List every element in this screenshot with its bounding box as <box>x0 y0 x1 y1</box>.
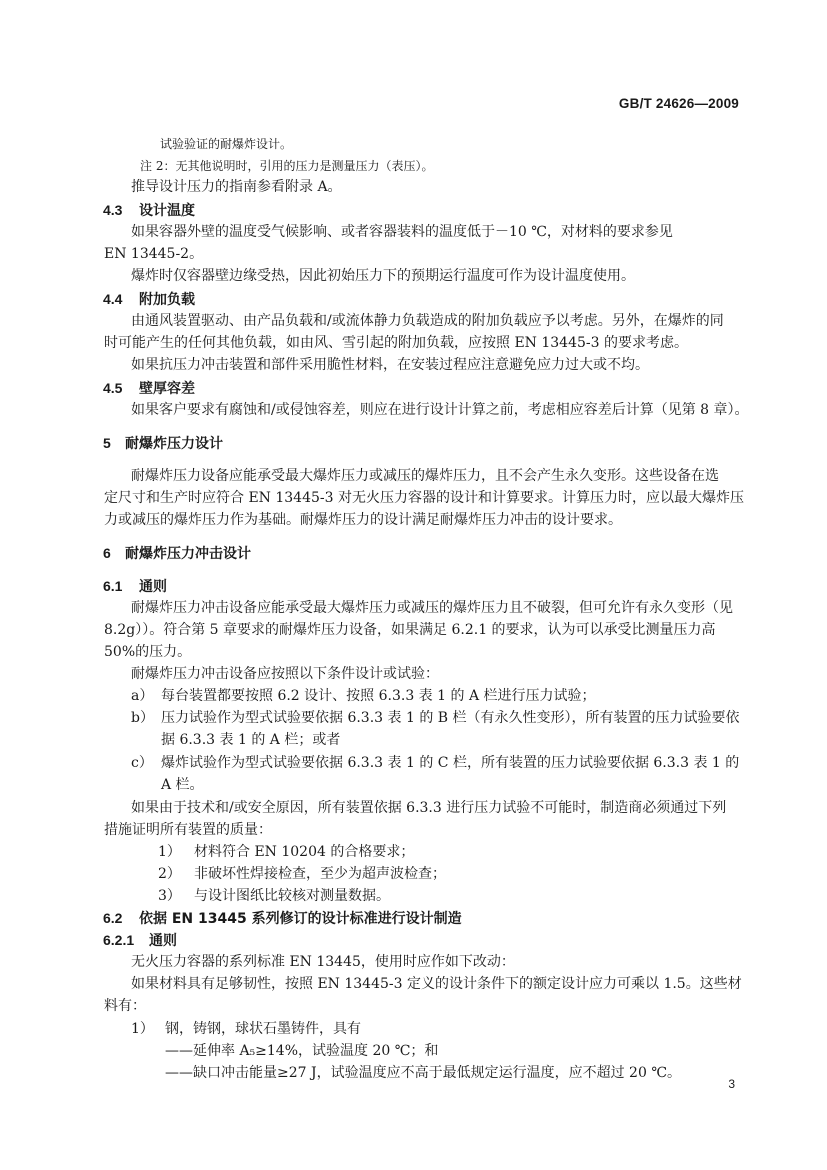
list-label: b） <box>131 710 154 726</box>
numbered-item-3 <box>158 887 390 905</box>
list-label: 1） <box>158 844 181 860</box>
section-number: 5 <box>103 435 111 451</box>
section-number: 6.1 <box>103 578 123 594</box>
list-text: 钢，铸钢，球状石墨铸件，具有 <box>165 1021 361 1037</box>
numbered-item-1 <box>158 843 414 861</box>
document-code: GB/T 24626—2009 <box>618 96 739 111</box>
list-label: c） <box>131 755 153 771</box>
section-title: 依据 EN 13445 系列修订的设计标准进行设计制造 <box>139 911 462 927</box>
text-line: 耐爆炸压力冲击设备应按照以下条件设计或试验： <box>131 666 439 682</box>
text-line: 爆炸时仅容器壁边缘受热，因此初始压力下的预期运行温度可作为设计温度使用。 <box>131 268 635 284</box>
text-line: 如果客户要求有腐蚀和/或侵蚀容差，则应在进行设计计算之前，考虑相应容差后计算（见第 8 章）。 <box>131 402 749 418</box>
list-label: 2） <box>158 866 181 882</box>
section-6-1-heading <box>103 577 167 596</box>
section-title: 耐爆炸压力冲击设计 <box>125 546 251 562</box>
section-4-4-heading <box>103 290 195 309</box>
list-text: 爆炸试验作为型式试验要依据 6.3.3 表 1 的 C 栏，所有装置的压力试验要依据 6.3.3 表 1 的 <box>161 755 740 771</box>
section-6-2-heading <box>103 909 462 928</box>
section-6-2-1-heading <box>103 931 177 950</box>
section-title: 耐爆炸压力设计 <box>125 436 223 452</box>
text-line: 耐爆炸压力冲击设备应能承受最大爆炸压力或减压的爆炸压力且不破裂，但可允许有永久变形（见 <box>131 600 733 616</box>
list-item-c <box>131 754 739 772</box>
section-4-5-heading <box>103 379 195 398</box>
text-line: 耐爆炸压力设备应能承受最大爆炸压力或减压的爆炸压力，且不会产生永久变形。这些设备在选 <box>131 468 719 484</box>
list-text: 材料符合 EN 10204 的合格要求； <box>194 844 415 860</box>
section-title: 通则 <box>139 579 167 595</box>
text-line: 定尺寸和生产时应符合 EN 13445-3 对无火压力容器的设计和计算要求。计算压力时，应以最大爆炸压 <box>104 490 744 506</box>
text-line: 如果由于技术和/或安全原因，所有装置依据 6.3.3 进行压力试验不可能时，制造商必须通过下列 <box>131 800 727 816</box>
list-label: a） <box>131 688 154 704</box>
text-line: 推导设计压力的指南参看附录 A。 <box>131 179 342 195</box>
section-title: 附加负载 <box>139 292 195 308</box>
text-line: 如果材料具有足够韧性，按照 EN 13445-3 定义的设计条件下的额定设计应力可乘以 1.5。这些材 <box>131 976 742 992</box>
list-text: 与设计图纸比较核对测量数据。 <box>194 888 390 904</box>
list-text: 非破坏性焊接检查，至少为超声波检查； <box>194 866 446 882</box>
text-line: 料有： <box>104 998 146 1014</box>
text-line: 时可能产生的任何其他负载，如由风、雪引起的附加负载，应按照 EN 13445-3 的要求考虑。 <box>104 335 688 351</box>
list-item-a <box>131 687 596 705</box>
dash-item: ——延伸率 A₅≥14%，试验温度 20 ℃；和 <box>165 1043 439 1059</box>
section-4-3-heading <box>103 201 195 220</box>
list-label: 1） <box>131 1021 154 1037</box>
list-text: 压力试验作为型式试验要依据 6.3.3 表 1 的 B 栏（有永久性变形），所有装置的压力试验要依 <box>161 710 740 726</box>
text-line: 如果容器外壁的温度受气候影响、或者容器装料的温度低于－10 ℃，对材料的要求参见 <box>131 224 673 240</box>
text-line: 力或减压的爆炸压力作为基础。耐爆炸压力的设计满足耐爆炸压力冲击的设计要求。 <box>104 512 622 528</box>
page-number: 3 <box>728 1077 735 1091</box>
text-line: 无火压力容器的系列标准 EN 13445，使用时应作如下改动： <box>131 954 515 970</box>
numbered-item-2 <box>158 865 446 883</box>
text-line: A 栏。 <box>161 777 204 793</box>
section-number: 6.2.1 <box>103 932 135 948</box>
list-item-b <box>131 709 740 727</box>
section-number: 4.4 <box>103 291 123 307</box>
material-item-1 <box>131 1020 361 1038</box>
section-number: 4.5 <box>103 380 123 396</box>
list-text: 每台装置都要按照 6.2 设计、按照 6.3.3 表 1 的 A 栏进行压力试验； <box>161 688 596 704</box>
text-line: 由通风装置驱动、由产品负载和/或流体静力负载造成的附加负载应予以考虑。另外，在爆炸的同 <box>131 313 724 329</box>
text-line: 50%的压力。 <box>104 644 192 660</box>
section-number: 6 <box>103 545 111 561</box>
section-title: 通则 <box>149 933 177 949</box>
section-number: 4.3 <box>103 202 123 218</box>
text-line: 措施证明所有装置的质量： <box>104 822 272 838</box>
section-title: 设计温度 <box>139 203 195 219</box>
section-5-heading <box>103 434 223 453</box>
dash-item: ——缺口冲击能量≥27 J，试验温度应不高于最低规定运行温度，应不超过 20 ℃。 <box>165 1065 681 1081</box>
section-title: 壁厚容差 <box>139 381 195 397</box>
section-6-heading <box>103 544 251 563</box>
text-line: EN 13445-2。 <box>104 246 204 262</box>
note-2: 注 2：无其他说明时，引用的压力是测量压力（表压）。 <box>140 159 434 173</box>
list-label: 3） <box>158 888 181 904</box>
text-line: 如果抗压力冲击装置和部件采用脆性材料，在安装过程应注意避免应力过大或不均。 <box>131 357 649 373</box>
section-number: 6.2 <box>103 910 123 926</box>
text-line: 试验验证的耐爆炸设计。 <box>160 137 293 151</box>
text-line: 8.2g））。符合第 5 章要求的耐爆炸压力设备，如果满足 6.2.1 的要求，认为可以承受比测量压力高 <box>104 622 716 638</box>
text-line: 据 6.3.3 表 1 的 A 栏；或者 <box>161 732 341 748</box>
